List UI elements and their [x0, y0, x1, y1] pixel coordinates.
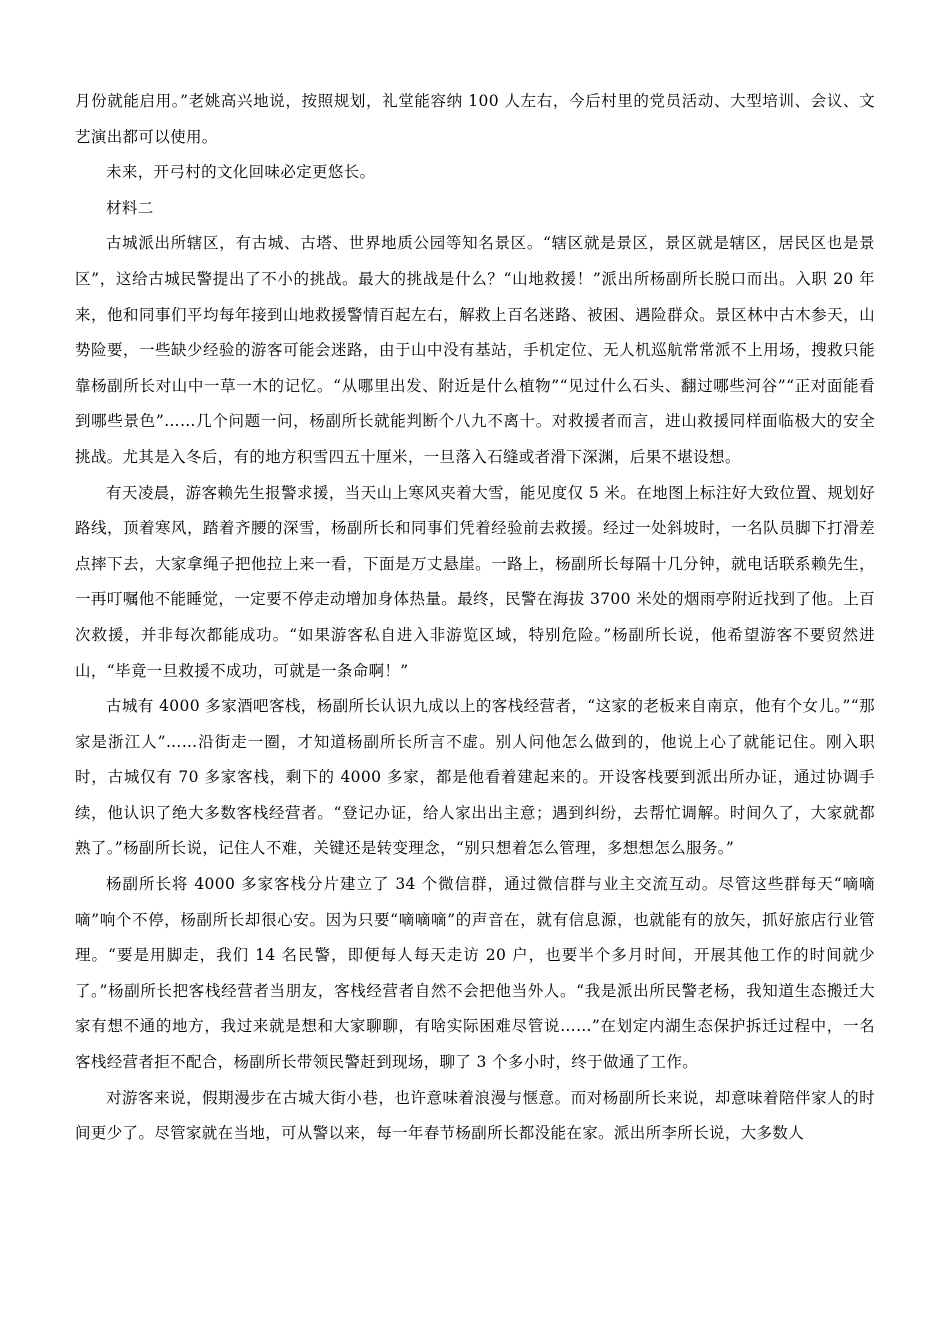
paragraph-rescue-story: 有天凌晨，游客赖先生报警求援，当天山上寒风夹着大雪，能见度仅 5 米。在地图上标注好大致位置、规划好路线，顶着寒风，踏着齐腰的深雪，杨副所长和同事们凭着经验前去救援。经过一处斜坡时，一名队员脚下打滑差点摔下去，大家拿绳子把他拉上来一看，下面是万丈悬崖。一路上，杨副所长每隔十几分钟，就电话联系赖先生，一再叮嘱他不能睡觉，一定要不停走动增加身体热量。最终，民警在海拔 3700 米处的烟雨亭附近找到了他。上百次救援，并非每次都能成功。“如果游客私自进入非游览区域，特别危险。”杨副所长说，他希望游客不要贸然进山，“毕竟一旦救援不成功，可就是一条命啊！” — [75, 483, 875, 680]
document-body — [75, 84, 875, 1152]
paragraph-mountain-rescue: 古城派出所辖区，有古城、古塔、世界地质公园等知名景区。“辖区就是景区，景区就是辖区，居民区也是景区”，这给古城民警提出了不小的挑战。最大的挑战是什么？“山地救援！”派出所杨副所长脱口而出。入职 20 年来，他和同事们平均每年接到山地救援警情百起左右，解救上百名迷路、被困、遇险群众。景区林中古木参天，山势险要，一些缺少经验的游客可能会迷路，由于山中没有基站，手机定位、无人机巡航常常派不上用场，搜救只能靠杨副所长对山中一草一木的记忆。“从哪里出发、附近是什么植物”“见过什么石头、翻过哪些河谷”“正对面能看到哪些景色”……几个问题一问，杨副所长就能判断个八九不离十。对救援者而言，进山救援同样面临极大的安全挑战。尤其是入冬后，有的地方积雪四五十厘米，一旦落入石缝或者滑下深渊，后果不堪设想。 — [75, 234, 875, 466]
paragraph-continuation: 月份就能启用。”老姚高兴地说，按照规划，礼堂能容纳 100 人左右，今后村里的党员活动、大型培训、会议、文艺演出都可以使用。 — [75, 92, 875, 146]
paragraph-holidays: 对游客来说，假期漫步在古城大街小巷，也许意味着浪漫与惬意。而对杨副所长来说，却意味着陪伴家人的时间更少了。尽管家就在当地，可从警以来，每一年春节杨副所长都没能在家。派出所李所长说，大多数人 — [75, 1088, 875, 1143]
paragraph-inns: 古城有 4000 多家酒吧客栈，杨副所长认识九成以上的客栈经营者，“这家的老板来自南京，他有个女儿。”“那家是浙江人”……沿街走一圈，才知道杨副所长所言不虚。别人问他怎么做到的，他说上心了就能记住。刚入职时，古城仅有 70 多家客栈，剩下的 4000 多家，都是他看着建起来的。开设客栈要到派出所办证，通过协调手续，他认识了绝大多数客栈经营者。“登记办证，给人家出出主意；遇到纠纷，去帮忙调解。时间久了，大家就都熟了。”杨副所长说，记住人不难，关键还是转变理念，“别只想着怎么管理，多想想怎么服务。” — [75, 697, 875, 858]
paragraph-conclusion: 未来，开弓村的文化回味必定更悠长。 — [106, 163, 376, 182]
section-heading-material-two: 材料二 — [106, 198, 154, 217]
paragraph-wechat-groups: 杨副所长将 4000 多家客栈分片建立了 34 个微信群，通过微信群与业主交流互动。尽管这些群每天“嘀嘀嘀”响个不停，杨副所长却很心安。因为只要“嘀嘀嘀”的声音在，就有信息源，也就能有的放矢，抓好旅店行业管理。“要是用脚走，我们 14 名民警，即便每人每天走访 20 户，也要半个多月时间，开展其他工作的时间就少了。”杨副所长把客栈经营者当朋友，客栈经营者自然不会把他当外人。“我是派出所民警老杨，我知道生态搬迁大家有想不通的地方，我过来就是想和大家聊聊，有啥实际困难尽管说……”在划定内湖生态保护拆迁过程中，一名客栈经营者拒不配合，杨副所长带领民警赶到现场，聊了 3 个多小时，终于做通了工作。 — [75, 875, 875, 1072]
